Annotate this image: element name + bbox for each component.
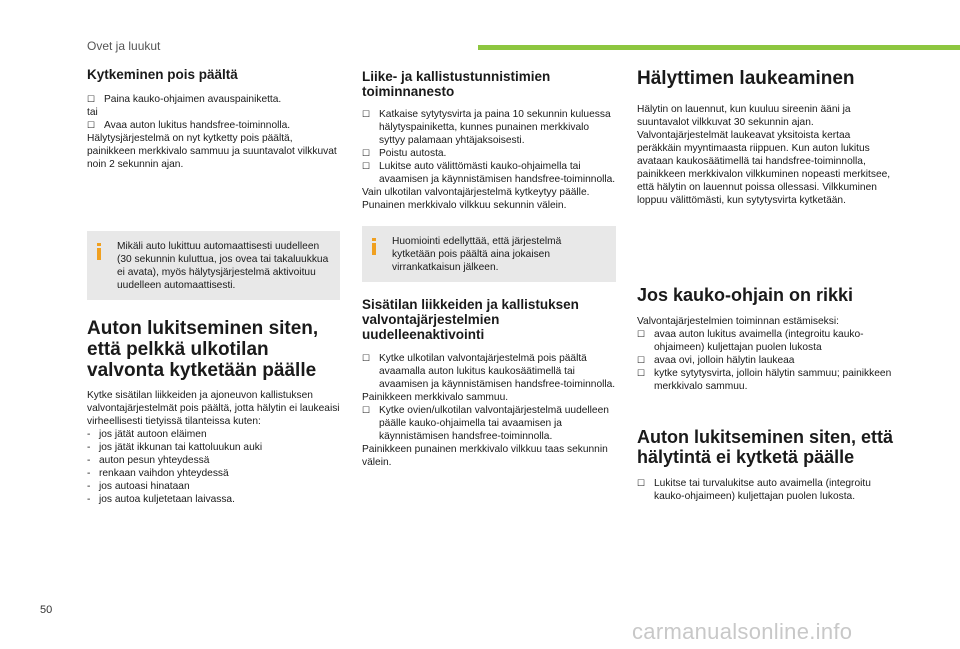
- column-3: [637, 60, 897, 503]
- header-accent-bar: [478, 45, 960, 50]
- checkbox-bullet-icon: ☐: [362, 148, 371, 158]
- section-title: Auton lukitseminen siten, että hälytintä ei kytketä päälle: [637, 427, 894, 467]
- checkbox-bullet-icon: ☐: [637, 355, 646, 365]
- section-title: Jos kauko-ohjain on rikki: [637, 285, 854, 305]
- section-header: Ovet ja luukut: [87, 39, 161, 53]
- bullet-item: ☐ Kytke ovien/ulkotilan valvontajärjestelmä uudelleen päälle kauko-ohjaimella tai avaamisen ja käynnistämisen handsfree-toiminnolla.: [362, 405, 609, 442]
- checkbox-bullet-icon: ☐: [362, 161, 371, 171]
- column-2: [362, 60, 616, 469]
- info-icon: [372, 238, 376, 255]
- paragraph: Painikkeen punainen merkkivalo vilkkuu taas sekunnin välein.: [362, 444, 608, 468]
- section-title: Hälyttimen laukeaminen: [637, 68, 855, 89]
- paragraph: Valvontajärjestelmien toiminnan estämiseksi:: [637, 316, 839, 327]
- section-title: Kytkeminen pois päältä: [87, 67, 238, 82]
- paragraph: Hälytin on lauennut, kun kuuluu sireenin ääni ja suuntavalot vilkkuvat 30 sekunnin ajan. Valvontajärjestelmät laukeavat yksitoista kertaa peräkkäin myyntimaasta riippuen. Kun auton lukitus avataan kaukosäätimellä tai handsfree-toiminnolla, painikkeen merkkivalon vilkkuminen nopeasti merkitsee, että hälytin on lauennut poissa ollessasi. Vilkkuminen loppuu välittömästi, kun sytytysvirta kytketään.: [637, 104, 891, 206]
- checkbox-bullet-icon: ☐: [637, 478, 646, 488]
- column-1: [87, 60, 340, 506]
- page-number: 50: [40, 604, 53, 616]
- dash-item: - jos autoa kuljetetaan laivassa.: [87, 494, 235, 505]
- bullet-item: ☐ Paina kauko-ohjaimen avauspainiketta.: [87, 94, 282, 105]
- dash-item: - jos jätät ikkunan tai kattoluukun auki: [87, 442, 263, 453]
- checkbox-bullet-icon: ☐: [362, 405, 371, 415]
- section-title: Auton lukitseminen siten, että pelkkä ulkotilan valvonta kytketään päälle: [87, 318, 319, 381]
- paragraph: tai: [87, 107, 98, 118]
- paragraph: Painikkeen merkkivalo sammuu.: [362, 392, 509, 403]
- checkbox-bullet-icon: ☐: [637, 368, 646, 378]
- checkbox-bullet-icon: ☐: [87, 120, 96, 130]
- bullet-item: ☐ avaa ovi, jolloin hälytin laukeaa: [637, 355, 795, 366]
- checkbox-bullet-icon: ☐: [362, 353, 371, 363]
- dash-item: - auton pesun yhteydessä: [87, 455, 210, 466]
- section-title: Liike- ja kallistustunnistimien toiminnanesto: [362, 69, 551, 99]
- checkbox-bullet-icon: ☐: [362, 109, 371, 119]
- bullet-item: ☐ Poistu autosta.: [362, 148, 447, 159]
- paragraph: Vain ulkotilan valvontajärjestelmä kytkeytyy päälle. Punainen merkkivalo vilkkuu sekunnin välein.: [362, 187, 590, 211]
- bullet-item: ☐ Avaa auton lukitus handsfree-toiminnolla.: [87, 120, 291, 131]
- info-text: Huomiointi edellyttää, että järjestelmä kytketään pois päältä aina jokaisen virrankatkaisun jälkeen.: [392, 236, 562, 273]
- paragraph: Hälytysjärjestelmä on nyt kytketty pois päältä, painikkeen merkkivalo sammuu ja suuntavalot vilkkuvat noin 2 sekunnin ajan.: [87, 133, 337, 170]
- paragraph: Kytke sisätilan liikkeiden ja ajoneuvon kallistuksen valvontajärjestelmät pois päältä, jotta hälytin ei laukeaisi virheellisesti tietyissä tilanteissa kuten:: [87, 390, 340, 427]
- info-text: Mikäli auto lukittuu automaattisesti uudelleen (30 sekunnin kuluttua, jos ovea tai takaluukkua ei avata), myös hälytysjärjestelmä aktivoituu uudelleen automaattisesti.: [117, 241, 329, 291]
- checkbox-bullet-icon: ☐: [87, 94, 96, 104]
- dash-item: - jos autoasi hinataan: [87, 481, 190, 492]
- info-box: [87, 231, 340, 300]
- bullet-item: ☐ Kytke ulkotilan valvontajärjestelmä pois päältä avaamalla auton lukitus kaukosäätimellä tai avaamisen ja käynnistämisen handsfree-toiminnolla.: [362, 353, 616, 390]
- bullet-item: ☐ Lukitse auto välittömästi kauko-ohjaimella tai avaamisen ja käynnistämisen handsfree-toiminnolla.: [362, 161, 616, 185]
- section-title: Sisätilan liikkeiden ja kallistuksen valvontajärjestelmien uudelleenaktivointi: [362, 297, 579, 342]
- bullet-item: ☐ kytke sytytysvirta, jolloin hälytin sammuu; painikkeen merkkivalo sammuu.: [637, 368, 892, 392]
- bullet-item: ☐ avaa auton lukitus avaimella (integroitu kauko-ohjaimeen) kuljettajan puolen lukosta: [637, 329, 864, 353]
- dash-item: - renkaan vaihdon yhteydessä: [87, 468, 229, 479]
- bullet-item: ☐ Katkaise sytytysvirta ja paina 10 sekunnin kuluessa hälytyspainiketta, kunnes punainen merkkivalo syttyy palamaan yhtäjaksoisesti.: [362, 109, 611, 146]
- info-box: [362, 226, 616, 282]
- watermark: carmanualsonline.info: [632, 619, 853, 644]
- checkbox-bullet-icon: ☐: [637, 329, 646, 339]
- bullet-item: ☐ Lukitse tai turvalukitse auto avaimella (integroitu kauko-ohjaimeen) kuljettajan puolen lukosta.: [637, 478, 871, 502]
- info-icon: [97, 243, 101, 260]
- dash-item: - jos jätät autoon eläimen: [87, 429, 207, 440]
